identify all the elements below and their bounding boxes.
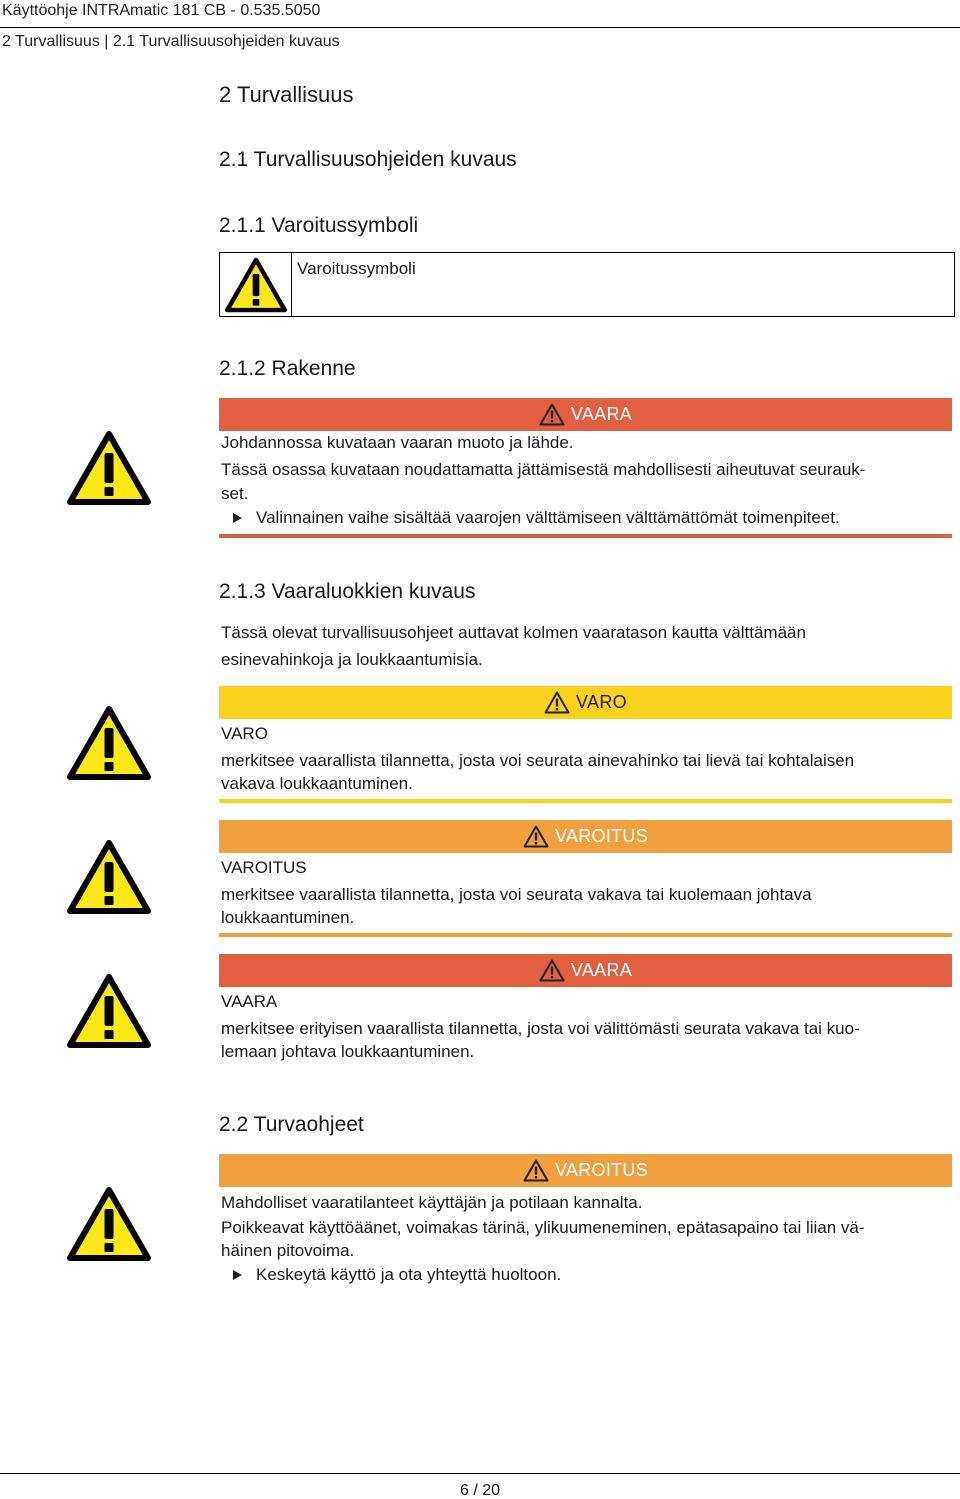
- warning-description-line-2: loukkaantuminen.: [221, 908, 355, 927]
- safety-hazard-line-1: Poikkeavat käyttöäänet, voimakas tärinä, ylikuumeneminen, epätasapaino tai liian vä-: [221, 1218, 865, 1237]
- notice-step: [221, 506, 840, 530]
- warning-outline-icon: [539, 403, 565, 426]
- warning-banner: [219, 820, 952, 853]
- danger-bottom-rule: [219, 534, 952, 538]
- safety-step-text: Keskeytä käyttö ja ota yhteyttä huoltoon.: [256, 1265, 562, 1284]
- danger-description-line-1: merkitsee erityisen vaarallista tilannetta, josta voi välittömästi seurata vakava tai kuo-: [221, 1019, 860, 1038]
- breadcrumb: 2 Turvallisuus | 2.1 Turvallisuusohjeiden kuvaus: [2, 33, 340, 50]
- warning-outline-icon: [523, 825, 549, 848]
- warning-outline-icon: [523, 1159, 549, 1182]
- safety-hazard-title: Mahdolliset vaaratilanteet käyttäjän ja potilaan kannalta.: [221, 1193, 643, 1212]
- heading-warning-symbol: 2.1.1 Varoitussymboli: [219, 214, 419, 237]
- notice-source-text: Johdannossa kuvataan vaaran muoto ja lähde.: [221, 433, 574, 452]
- caution-description-line-1: merkitsee vaarallista tilannetta, josta voi seurata ainevahinko tai lievä tai kohtalaisen: [221, 751, 855, 770]
- step-arrow-icon: [233, 1270, 242, 1280]
- footer-rule: [0, 1473, 960, 1474]
- danger-banner-label: VAARA: [570, 960, 633, 980]
- warning-triangle-icon: [67, 840, 151, 914]
- warning-triangle-icon: [225, 257, 287, 313]
- warning-symbol-label: Varoitussymboli: [297, 259, 416, 278]
- warning-banner-label: VAROITUS: [554, 826, 649, 846]
- warning-banner: [219, 1154, 952, 1187]
- caution-description-line-2: vakava loukkaantuminen.: [221, 774, 413, 793]
- hazard-classes-intro-line-2: esinevahinkoja ja loukkaantumisia.: [221, 650, 483, 669]
- notice-step-text: Valinnainen vaihe sisältää vaarojen välttämiseen välttämättömät toimenpiteet.: [256, 508, 840, 527]
- caution-banner: [219, 686, 952, 719]
- notice-consequence-line-1: Tässä osassa kuvataan noudattamatta jättämisestä mahdollisesti aiheutuvat seurauk-: [221, 460, 866, 479]
- header-rule: [0, 27, 960, 28]
- warning-banner-label: VAROITUS: [554, 1160, 649, 1180]
- danger-title: VAARA: [221, 992, 278, 1011]
- step-arrow-icon: [233, 513, 242, 523]
- safety-step: [221, 1263, 561, 1287]
- warning-description-line-1: merkitsee vaarallista tilannetta, josta voi seurata vakava tai kuolemaan johtava: [221, 885, 812, 904]
- danger-description-line-2: lemaan johtava loukkaantuminen.: [221, 1042, 475, 1061]
- caution-title: VARO: [221, 724, 268, 743]
- warning-triangle-icon: [67, 706, 151, 780]
- warning-outline-icon: [544, 691, 570, 714]
- heading-safety: 2 Turvallisuus: [219, 82, 354, 107]
- danger-banner: [219, 398, 952, 431]
- danger-banner-label: VAARA: [570, 404, 633, 424]
- warning-outline-icon: [539, 959, 565, 982]
- warning-title: VAROITUS: [221, 858, 307, 877]
- warning-triangle-icon: [67, 431, 151, 505]
- danger-banner: [219, 954, 952, 987]
- safety-hazard-line-2: häinen pitovoima.: [221, 1241, 355, 1260]
- caution-banner-label: VARO: [576, 692, 627, 712]
- heading-instructions-description: 2.1 Turvallisuusohjeiden kuvaus: [219, 148, 517, 171]
- warning-triangle-icon: [67, 974, 151, 1048]
- heading-hazard-classes: 2.1.3 Vaaraluokkien kuvaus: [219, 580, 476, 603]
- notice-consequence-line-2: set.: [221, 484, 249, 503]
- warning-bottom-rule: [219, 933, 952, 937]
- warning-symbol-table: [219, 252, 955, 317]
- heading-structure: 2.1.2 Rakenne: [219, 357, 356, 380]
- warning-symbol-cell: [220, 253, 292, 316]
- warning-triangle-icon: [67, 1187, 151, 1261]
- hazard-classes-intro-line-1: Tässä olevat turvallisuusohjeet auttavat kolmen vaaratason kautta välttämään: [221, 623, 806, 642]
- document-title: Käyttöohje INTRAmatic 181 CB - 0.535.5050: [2, 2, 321, 19]
- caution-bottom-rule: [219, 799, 952, 803]
- page-number: 6 / 20: [459, 1482, 501, 1499]
- heading-safety-instructions: 2.2 Turvaohjeet: [219, 1113, 364, 1136]
